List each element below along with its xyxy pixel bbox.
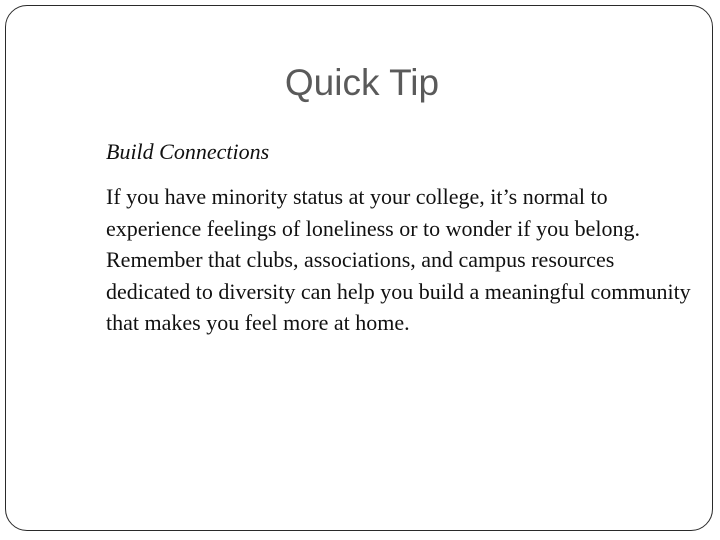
tip-subheading: Build Connections bbox=[106, 139, 270, 164]
tip-body-text: If you have minority status at your college, it’s normal to experience feelings of loneliness or to wonder if you belong. Remember that clubs, associations, and campus resources dedicated to diversity can help you build a meaningful community that makes you feel more at home. bbox=[106, 184, 691, 335]
slide-title: Quick Tip bbox=[284, 62, 440, 103]
slide-frame bbox=[5, 5, 713, 531]
